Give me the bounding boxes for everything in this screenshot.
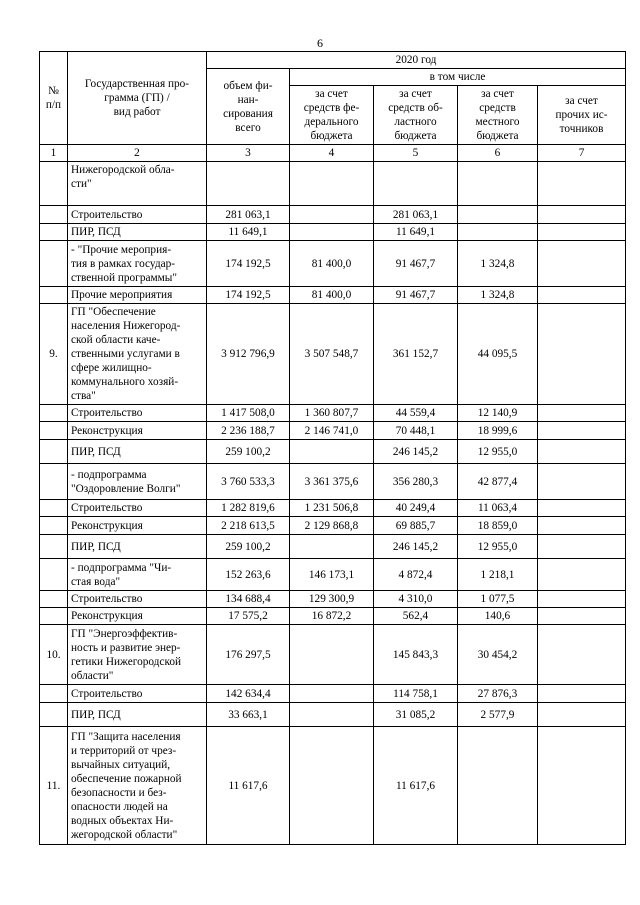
- regional-amount: 361 152,7: [374, 304, 458, 405]
- column-numbers-row: [40, 145, 626, 162]
- program-name: - подпрограмма "Чи- стая вода": [68, 559, 207, 591]
- regional-amount: 44 559,4: [374, 405, 458, 422]
- table-row: [40, 241, 626, 287]
- local-amount: 42 877,4: [458, 464, 538, 500]
- federal-amount: [290, 535, 374, 559]
- row-number: [40, 287, 68, 304]
- federal-amount: [290, 440, 374, 464]
- program-name: - "Прочие мероприя- тия в рамках государ- ственной программы": [68, 241, 207, 287]
- regional-amount: 70 448,1: [374, 422, 458, 440]
- table-row: [40, 422, 626, 440]
- federal-amount: 2 146 741,0: [290, 422, 374, 440]
- local-amount: [458, 224, 538, 241]
- row-number: [40, 464, 68, 500]
- program-name: ПИР, ПСД: [68, 703, 207, 727]
- local-amount: 12 140,9: [458, 405, 538, 422]
- federal-amount: 3 507 548,7: [290, 304, 374, 405]
- table-row: [40, 287, 626, 304]
- program-name: ПИР, ПСД: [68, 440, 207, 464]
- table-row: [40, 517, 626, 535]
- program-name: ПИР, ПСД: [68, 535, 207, 559]
- row-number: [40, 500, 68, 517]
- header-including: в том числе: [290, 69, 626, 86]
- local-amount: [458, 206, 538, 224]
- other-amount: [538, 559, 626, 591]
- regional-amount: 281 063,1: [374, 206, 458, 224]
- regional-amount: 11 617,6: [374, 727, 458, 845]
- regional-amount: 246 145,2: [374, 535, 458, 559]
- local-amount: 18 859,0: [458, 517, 538, 535]
- federal-amount: [290, 727, 374, 845]
- regional-amount: 4 310,0: [374, 591, 458, 608]
- total-amount: 176 297,5: [207, 625, 290, 685]
- program-name: ГП "Энергоэффектив- ность и развитие энер- гетики Нижегородской области": [68, 625, 207, 685]
- other-amount: [538, 685, 626, 703]
- other-amount: [538, 405, 626, 422]
- federal-amount: 3 361 375,6: [290, 464, 374, 500]
- table-row: [40, 608, 626, 625]
- header-local: за счет средств местного бюджета: [458, 86, 538, 145]
- column-number: 5: [374, 145, 458, 162]
- table-row: [40, 535, 626, 559]
- other-amount: [538, 422, 626, 440]
- local-amount: 2 577,9: [458, 703, 538, 727]
- total-amount: 259 100,2: [207, 440, 290, 464]
- total-amount: [207, 162, 290, 206]
- row-number: [40, 162, 68, 206]
- total-amount: 1 417 508,0: [207, 405, 290, 422]
- header-year: 2020 год: [207, 52, 626, 69]
- local-amount: 12 955,0: [458, 440, 538, 464]
- total-amount: 33 663,1: [207, 703, 290, 727]
- table-row: [40, 727, 626, 845]
- other-amount: [538, 287, 626, 304]
- other-amount: [538, 608, 626, 625]
- other-amount: [538, 535, 626, 559]
- federal-amount: [290, 685, 374, 703]
- regional-amount: 69 885,7: [374, 517, 458, 535]
- row-number: [40, 405, 68, 422]
- other-amount: [538, 625, 626, 685]
- table-row: [40, 500, 626, 517]
- program-name: Прочие мероприятия: [68, 287, 207, 304]
- table-row: [40, 559, 626, 591]
- federal-amount: [290, 703, 374, 727]
- other-amount: [538, 500, 626, 517]
- other-amount: [538, 727, 626, 845]
- local-amount: 12 955,0: [458, 535, 538, 559]
- table-row: [40, 464, 626, 500]
- local-amount: 44 095,5: [458, 304, 538, 405]
- header-num: № п/п: [40, 52, 68, 145]
- local-amount: 1 324,8: [458, 287, 538, 304]
- row-number: [40, 206, 68, 224]
- table-row: [40, 625, 626, 685]
- federal-amount: [290, 162, 374, 206]
- total-amount: 11 617,6: [207, 727, 290, 845]
- row-number: [40, 685, 68, 703]
- regional-amount: 114 758,1: [374, 685, 458, 703]
- federal-amount: 2 129 868,8: [290, 517, 374, 535]
- total-amount: 174 192,5: [207, 241, 290, 287]
- program-name: - подпрограмма "Оздоровление Волги": [68, 464, 207, 500]
- total-amount: 3 760 533,3: [207, 464, 290, 500]
- row-number: 9.: [40, 304, 68, 405]
- other-amount: [538, 440, 626, 464]
- other-amount: [538, 241, 626, 287]
- regional-amount: 145 843,3: [374, 625, 458, 685]
- program-name: Реконструкция: [68, 517, 207, 535]
- local-amount: [458, 727, 538, 845]
- federal-amount: 146 173,1: [290, 559, 374, 591]
- row-number: [40, 591, 68, 608]
- row-number: [40, 703, 68, 727]
- table-row: [40, 703, 626, 727]
- column-number: 4: [290, 145, 374, 162]
- federal-amount: 129 300,9: [290, 591, 374, 608]
- header-total: объем фи- нан- сирования всего: [207, 69, 290, 145]
- regional-amount: 91 467,7: [374, 287, 458, 304]
- regional-amount: [374, 162, 458, 206]
- total-amount: 142 634,4: [207, 685, 290, 703]
- financing-table: [39, 51, 626, 845]
- column-number: 2: [68, 145, 207, 162]
- row-number: [40, 422, 68, 440]
- program-name: Нижегородской обла- сти": [68, 162, 207, 206]
- regional-amount: 4 872,4: [374, 559, 458, 591]
- total-amount: 174 192,5: [207, 287, 290, 304]
- total-amount: 11 649,1: [207, 224, 290, 241]
- row-number: [40, 440, 68, 464]
- federal-amount: [290, 625, 374, 685]
- total-amount: 17 575,2: [207, 608, 290, 625]
- program-name: Строительство: [68, 206, 207, 224]
- program-name: Реконструкция: [68, 608, 207, 625]
- other-amount: [538, 464, 626, 500]
- row-number: 11.: [40, 727, 68, 845]
- column-number: 3: [207, 145, 290, 162]
- regional-amount: 11 649,1: [374, 224, 458, 241]
- table-row: [40, 206, 626, 224]
- regional-amount: 31 085,2: [374, 703, 458, 727]
- table-row: [40, 440, 626, 464]
- federal-amount: [290, 206, 374, 224]
- federal-amount: 1 231 506,8: [290, 500, 374, 517]
- other-amount: [538, 206, 626, 224]
- regional-amount: 246 145,2: [374, 440, 458, 464]
- row-number: [40, 224, 68, 241]
- row-number: [40, 559, 68, 591]
- table-row: [40, 224, 626, 241]
- federal-amount: 81 400,0: [290, 287, 374, 304]
- column-number: 7: [538, 145, 626, 162]
- header-program: Государственная про- грамма (ГП) / вид работ: [68, 52, 207, 145]
- total-amount: 2 236 188,7: [207, 422, 290, 440]
- regional-amount: 356 280,3: [374, 464, 458, 500]
- table-row: [40, 162, 626, 206]
- local-amount: 18 999,6: [458, 422, 538, 440]
- local-amount: 1 218,1: [458, 559, 538, 591]
- header-other: за счет прочих ис- точников: [538, 86, 626, 145]
- table-row: [40, 591, 626, 608]
- regional-amount: 40 249,4: [374, 500, 458, 517]
- local-amount: 30 454,2: [458, 625, 538, 685]
- federal-amount: 1 360 807,7: [290, 405, 374, 422]
- total-amount: 259 100,2: [207, 535, 290, 559]
- federal-amount: 16 872,2: [290, 608, 374, 625]
- row-number: [40, 241, 68, 287]
- other-amount: [538, 162, 626, 206]
- row-number: 10.: [40, 625, 68, 685]
- program-name: Строительство: [68, 500, 207, 517]
- total-amount: 2 218 613,5: [207, 517, 290, 535]
- other-amount: [538, 703, 626, 727]
- federal-amount: 81 400,0: [290, 241, 374, 287]
- other-amount: [538, 591, 626, 608]
- total-amount: 152 263,6: [207, 559, 290, 591]
- local-amount: 1 077,5: [458, 591, 538, 608]
- table-row: [40, 685, 626, 703]
- local-amount: 27 876,3: [458, 685, 538, 703]
- program-name: ПИР, ПСД: [68, 224, 207, 241]
- row-number: [40, 535, 68, 559]
- local-amount: [458, 162, 538, 206]
- other-amount: [538, 224, 626, 241]
- federal-amount: [290, 224, 374, 241]
- header-regional: за счет средств об- ластного бюджета: [374, 86, 458, 145]
- other-amount: [538, 304, 626, 405]
- program-name: Строительство: [68, 405, 207, 422]
- regional-amount: 91 467,7: [374, 241, 458, 287]
- total-amount: 134 688,4: [207, 591, 290, 608]
- local-amount: 1 324,8: [458, 241, 538, 287]
- program-name: ГП "Обеспечение населения Нижегород- ской области каче- ственными услугами в сфере жилищно- коммунального хозяй- ства": [68, 304, 207, 405]
- page-number: 6: [317, 36, 323, 50]
- local-amount: 140,6: [458, 608, 538, 625]
- program-name: Строительство: [68, 591, 207, 608]
- column-number: 6: [458, 145, 538, 162]
- program-name: Реконструкция: [68, 422, 207, 440]
- program-name: ГП "Защита населения и территорий от чрез- вычайных ситуаций, обеспечение пожарной безопасности и без- опасности людей на водных объектах Ни- жегородской области": [68, 727, 207, 845]
- table-row: [40, 304, 626, 405]
- total-amount: 281 063,1: [207, 206, 290, 224]
- row-number: [40, 608, 68, 625]
- regional-amount: 562,4: [374, 608, 458, 625]
- column-number: 1: [40, 145, 68, 162]
- program-name: Строительство: [68, 685, 207, 703]
- total-amount: 1 282 819,6: [207, 500, 290, 517]
- local-amount: 11 063,4: [458, 500, 538, 517]
- row-number: [40, 517, 68, 535]
- total-amount: 3 912 796,9: [207, 304, 290, 405]
- other-amount: [538, 517, 626, 535]
- header-federal: за счет средств фе- дерального бюджета: [290, 86, 374, 145]
- table-row: [40, 405, 626, 422]
